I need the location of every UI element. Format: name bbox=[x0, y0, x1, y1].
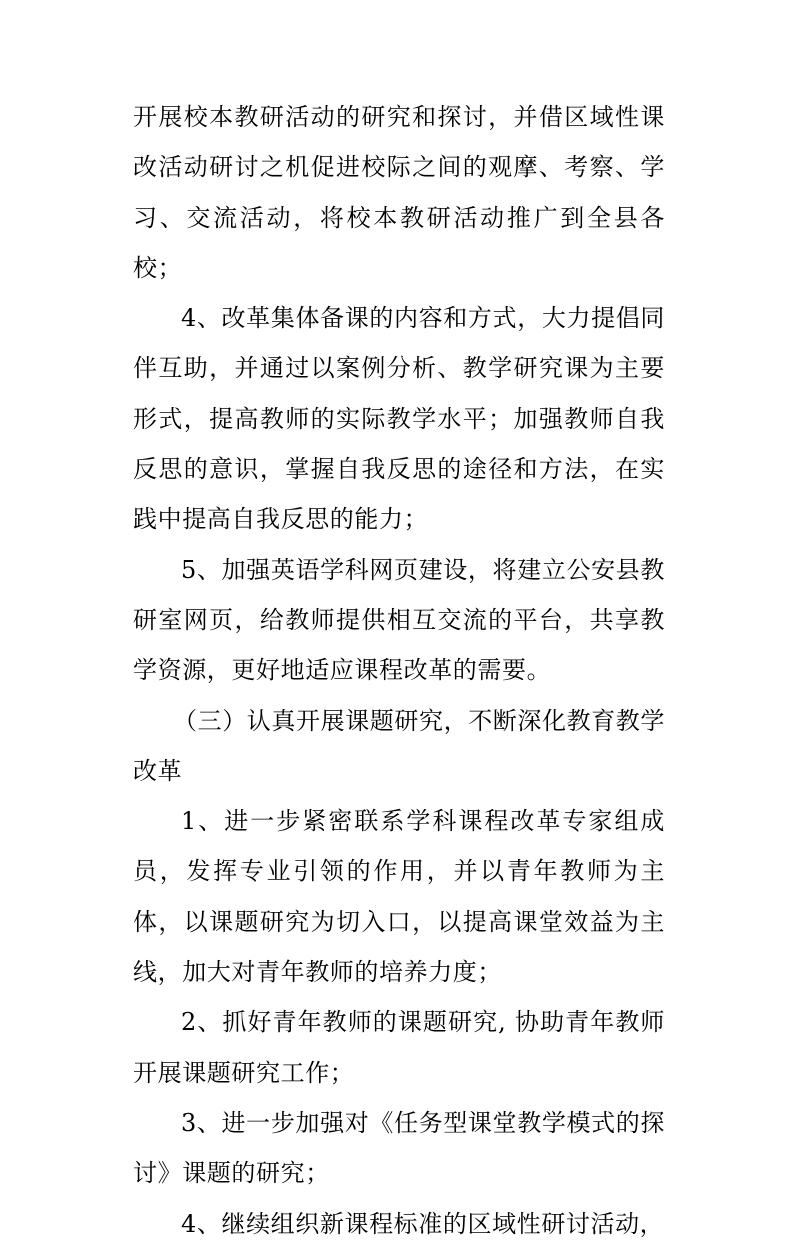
paragraph-research-item-3: 3、进一步加强对《任务型课堂教学模式的探讨》课题的研究； bbox=[133, 1108, 665, 1188]
paragraph-research-item-4: 4、继续组织新课程标准的区域性研讨活动， bbox=[181, 1209, 665, 1238]
paragraph-item-4-collective-prep: 4、改革集体备课的内容和方式，大力提倡同伴互助，并通过以案例分析、教学研究课为主要形式，提高教师的实际教学水平；加强教师自我反思的意识，掌握自我反思的途径和方法，在实践中提高自我反思的能力； bbox=[133, 304, 665, 534]
section-heading-three: （三）认真开展课题研究，不断深化教育教学改革 bbox=[133, 706, 665, 785]
paragraph-research-item-2: 2、抓好青年教师的课题研究, 协助青年教师开展课题研究工作； bbox=[133, 1008, 665, 1087]
paragraph-continuation: 开展校本教研活动的研究和探讨，并借区域性课改活动研讨之机促进校际之间的观摩、考察、学习、交流活动，将校本教研活动推广到全县各校； bbox=[133, 103, 665, 282]
document-body bbox=[133, 92, 665, 1249]
paragraph-item-5-web-construction: 5、加强英语学科网页建设，将建立公安县教研室网页，给教师提供相互交流的平台，共享教学资源，更好地适应课程改革的需要。 bbox=[133, 555, 665, 685]
paragraph-research-item-1: 1、进一步紧密联系学科课程改革专家组成员，发挥专业引领的作用，并以青年教师为主体，以课题研究为切入口，以提高课堂效益为主线，加大对青年教师的培养力度； bbox=[133, 807, 665, 987]
